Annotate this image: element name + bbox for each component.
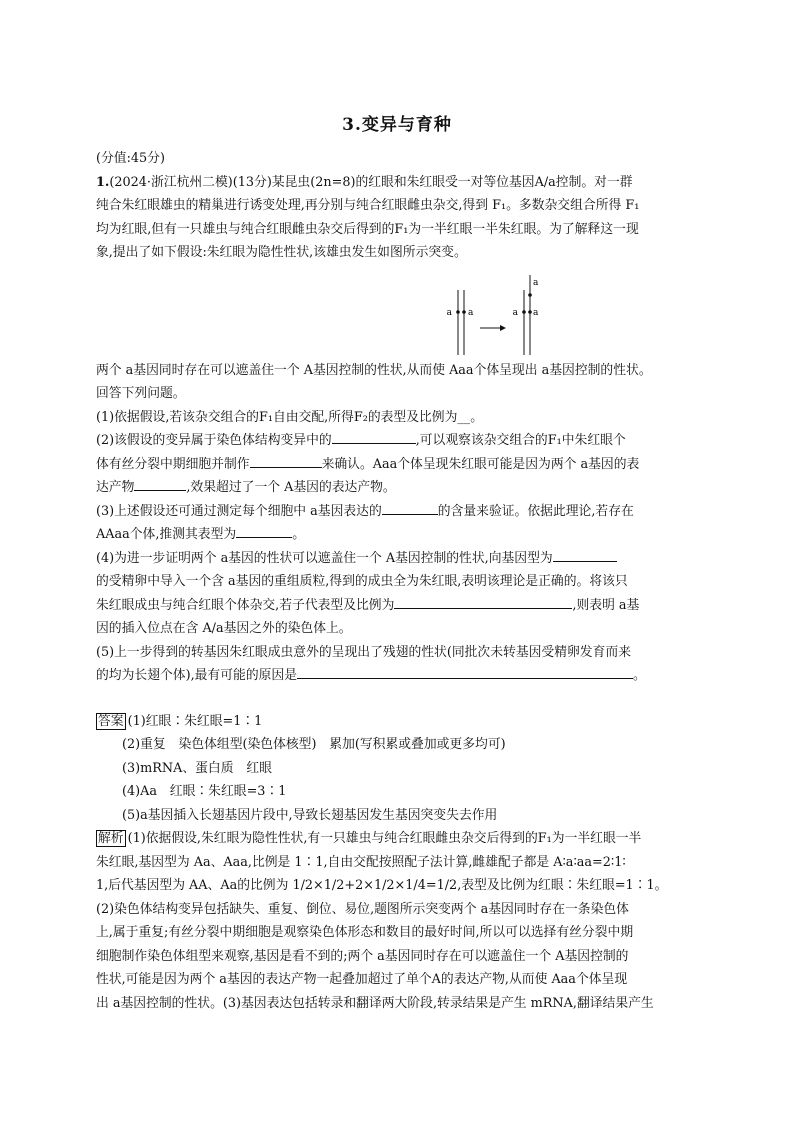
text-line: 回答下列问题。: [96, 386, 186, 401]
answer-blank: [297, 664, 633, 679]
analysis-line: 上,属于重复;有丝分裂中期细胞是观察染色体形态和数目的最好时间,所以可以选择有丝分裂中期: [96, 925, 634, 940]
answer-blank: [394, 594, 572, 609]
answer-tag: 答案: [98, 713, 124, 729]
answer-line: (3)mRNA、蛋白质 红眼: [122, 760, 272, 776]
answer-line: (4)Aa 红眼∶朱红眼=3∶1: [122, 784, 287, 799]
subquestion-2-cont: 体有丝分裂中期细胞并制作 来确认。Aaa个体呈现朱红眼可能是因为两个 a基因的表: [96, 453, 708, 477]
left-label-a-2: a: [468, 307, 474, 318]
analysis-line: 细胞制作染色体组型来观察,基因是看不到的;两个 a基因同时存在可以遮盖住一个 A基因控制的: [96, 948, 629, 964]
answer-blank: [236, 523, 292, 538]
answer-line: (2)重复 染色体组型(染色体核型) 累加(写积累或叠加或更多均可): [122, 737, 506, 752]
right-label-a-3: a: [533, 307, 539, 318]
analysis-line: 出 a基因控制的性状。(3)基因表达包括转录和翻译两大阶段,转录结果是产生 mRNA,翻译结果产生: [96, 995, 654, 1011]
document-content: [96, 147, 708, 1015]
chromosome-diagram: [96, 265, 708, 359]
answer-blank: [332, 429, 416, 444]
subquestion-5: (5)上一步得到的转基因朱红眼成虫意外的呈现出了残翅的性状(同批次未转基因受精卵发育而来: [96, 644, 631, 660]
subquestion-2: (2)该假设的变异属于染色体结构变异中的 ,可以观察该杂交组合的F₁中朱红眼个: [96, 429, 708, 453]
subquestion-4-cont: 因的插入位点在含 A/a基因之外的染色体上。: [96, 621, 352, 636]
right-label-a-1: a: [512, 307, 518, 318]
answer-line: (5)a基因插入长翅基因片段中,导致长翅基因发生基因突变失去作用: [122, 807, 498, 823]
analysis-line: 性状,可能是因为两个 a基因的表达产物一起叠加超过了单个A的表达产物,从而使 Aaa个体呈现: [96, 972, 628, 987]
subquestion-3: (3)上述假设还可通过测定每个细胞中 a基因表达的 的含量来验证。依据此理论,若存在: [96, 500, 708, 524]
question-line-1: 1.(2024·浙江杭州二模)(13分)某昆虫(2n=8)的红眼和朱红眼受一对等位基因A/a控制。对一群: [96, 174, 633, 190]
answer-blank: [382, 500, 438, 515]
question-line-2: 纯合朱红眼雄虫的精巢进行诱变处理,再分别与纯合红眼雌虫杂交,得到 F₁。多数杂交组合所得 F₁: [96, 198, 640, 213]
right-label-a-2: a: [533, 277, 539, 288]
analysis-line: (2)染色体结构变异包括缺失、重复、倒位、易位,题图所示突变两个 a基因同时存在一条染色体: [96, 901, 629, 917]
text-line: 两个 a基因同时存在可以遮盖住一个 A基因控制的性状,从而使 Aaa个体呈现出 a基因控制的性状。: [96, 362, 652, 378]
question-line-3: 均为红眼,但有一只雄虫与纯合红眼雌虫杂交后得到的F₁为一半红眼一半朱红眼。为了解释这一现: [96, 221, 639, 237]
analysis-line: 朱红眼,基因型为 Aa、Aaa,比例是 1∶1,自由交配按照配子法计算,雌雄配子都是 A∶a∶aa=2∶1∶: [96, 854, 626, 870]
answer-blank: [134, 476, 186, 491]
answer-blank: [553, 547, 617, 562]
left-label-a-1: a: [446, 307, 452, 318]
answer-blank: [250, 453, 322, 468]
duplication-figure: [340, 265, 540, 359]
subquestion-4: (4)为进一步证明两个 a基因的性状可以遮盖住一个 A基因控制的性状,向基因型为: [96, 547, 708, 571]
answer-line-1: 答案 (1)红眼∶朱红眼=1∶1: [98, 713, 263, 729]
subquestion-1: (1)依据假设,若该杂交组合的F₁自由交配,所得F₂的表型及比例为__。: [96, 409, 483, 425]
page-title: 3.变异与育种: [342, 115, 452, 135]
analysis-tag: 解析: [98, 831, 124, 846]
subquestion-2-cont: 达产物 ,效果超过了一个 A基因的表达产物。: [96, 476, 708, 500]
question-number: 1.: [96, 174, 110, 190]
subquestion-4-cont: 朱红眼成虫与纯合红眼个体杂交,若子代表型及比例为 ,则表明 a基: [96, 594, 708, 618]
subquestion-5-cont: 的均为长翅个体),最有可能的原因是 。: [96, 664, 708, 688]
score-line: (分值:45分): [96, 151, 165, 166]
subquestion-4-cont: 的受精卵中导入一个含 a基因的重组质粒,得到的成虫全为朱红眼,表明该理论是正确的。将该只: [96, 574, 628, 589]
subquestion-3-cont: AAaa个体,推测其表型为 。: [96, 523, 708, 547]
analysis-line: 1,后代基因型为 AA、Aa的比例为 1/2×1/2+2×1/2×1/4=1/2,表型及比例为红眼∶朱红眼=1∶1。: [96, 878, 668, 893]
analysis-line-1: 解析 (1)依据假设,朱红眼为隐性性状,有一只雄虫与纯合红眼雌虫杂交后得到的F₁为一半红眼一半: [98, 831, 642, 846]
question-line-4: 象,提出了如下假设:朱红眼为隐性性状,该雄虫发生如图所示突变。: [96, 245, 467, 260]
